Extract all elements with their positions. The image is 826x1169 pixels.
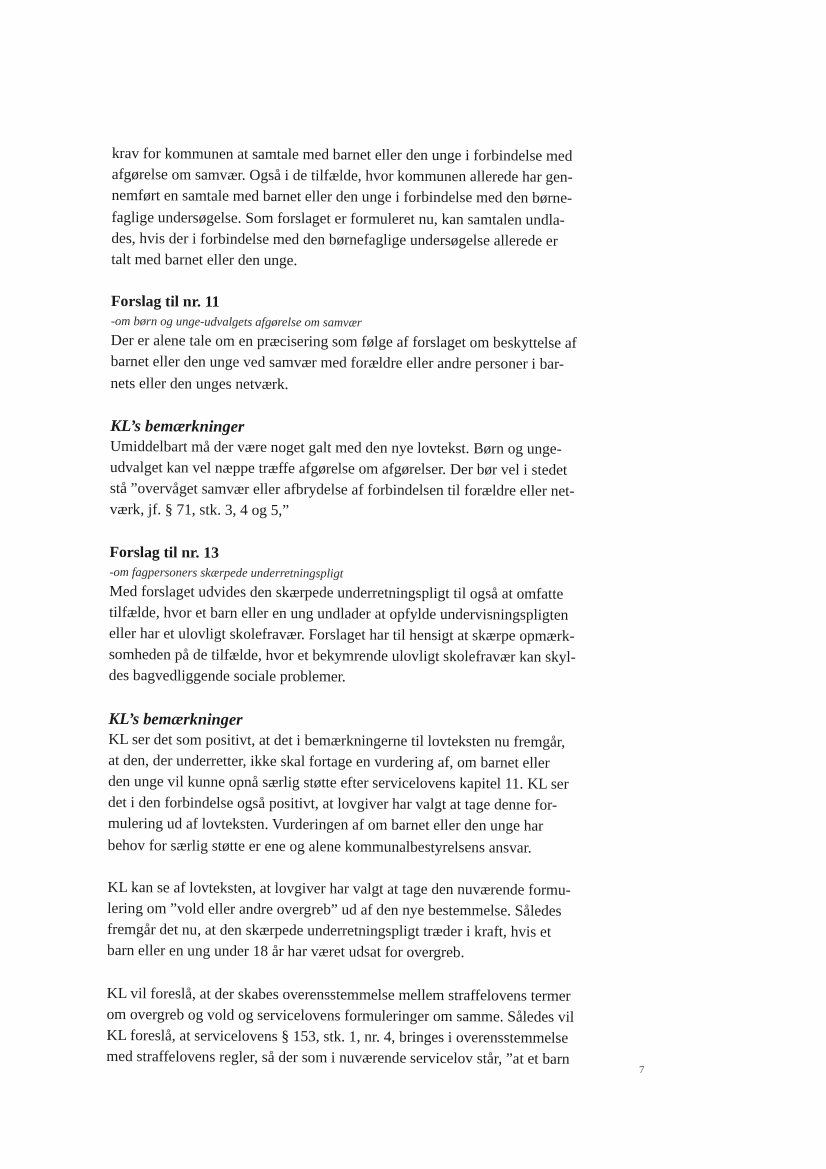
text-line: barn eller en ung under 18 år har været udsat for overgreb. [107,942,465,962]
kl-remarks-heading: KL’s bemærkninger [108,708,243,729]
spacer [110,394,610,418]
text-line: somheden på de tilfælde, hvor et bekymrende ulovligt skolefravær kan skyl- [108,646,576,667]
section-heading-13: Forslag til nr. 13 [109,543,220,562]
text-line: med straffelovens regler, så der som i nuværende servicelov står, ”at et barn [106,1048,570,1069]
text-line: eller har et ulovligt skolefravær. Forslaget har til hensigt at skærpe opmærk- [108,625,575,645]
section-subheading-11: -om børn og unge-udvalgets afgørelse om samvær [110,314,362,330]
text-line: faglige undersøgelse. Som forslaget er formuleret nu, kan samtalen undla- [111,208,565,229]
kl-remarks-paragraph [107,877,608,965]
spacer [111,270,611,294]
kl-remarks-heading: KL’s bemærkninger [110,415,245,436]
section-13-paragraph [109,581,610,690]
spacer [107,962,607,986]
text-line: Der er alene tale om en præcisering som følge af forslaget om beskyttelse af [110,332,577,353]
text-line: mulering ud af lovteksten. Vurderingen af om barnet eller den unge har [107,815,544,836]
document-body [106,143,612,1071]
text-line: des, hvis der i forbindelse med den børnefaglige undersøgelse allerede er [111,229,558,250]
text-line: behov for særlig støtte er ene og alene kommunalbestyrelsens ansvar. [107,836,532,857]
text-line: stå ”overvåget samvær eller afbrydelse af forbindelsen til forældre eller net- [109,480,575,501]
text-line: KL vil foreslå, at der skabes overensstemmelse mellem straffelovens termer [106,984,571,1005]
text-line: fremgår det nu, at den skærpede underretningspligt træder i kraft, hvis et [107,921,552,941]
text-line: KL kan se af lovteksten, at lovgiver har valgt at tage den nuværende formu- [107,878,571,899]
text-line: nets eller den unges netværk. [110,374,289,393]
text-line: udvalget kan vel næppe træffe afgørelse om afgørelser. Der bør vel i stedet [109,459,568,479]
text-line: lering om ”vold eller andre overgreb” ud af den nye bestemmelse. Således [107,900,562,920]
text-line: det i den forbindelse også positivt, at lovgiver har valgt at tage denne for- [107,794,558,814]
intro-paragraph [111,143,612,273]
spacer [110,521,610,545]
page-number: 7 [639,1064,645,1076]
text-line: tilfælde, hvor et barn eller en ung undlader at opfylde undervisningspligten [109,603,569,624]
text-line: krav for kommunen at samtale med barnet eller den unge i forbindelse med [111,144,573,165]
text-line: Med forslaget udvides den skærpede underretningspligt til også at omfatte [109,582,564,603]
kl-remarks-paragraph [108,729,609,859]
text-line: talt med barnet eller den unge. [111,251,298,270]
text-line: værk, jf. § 71, stk. 3, 4 og 5,” [109,501,290,520]
spacer [108,856,608,880]
kl-remarks-paragraph [110,436,611,524]
text-line: des bagvedliggende sociale problemer. [108,667,346,686]
text-line: Umiddelbart må der være noget galt med den nye lovtekst. Børn og unge- [110,437,562,458]
text-line: KL foreslå, at servicelovens § 153, stk. 1, nr. 4, bringes i overensstemmelse [106,1027,569,1047]
text-line: om overgreb og vold og servicelovens formuleringer om samme. Således vil [106,1005,575,1026]
kl-remarks-paragraph [106,983,607,1071]
text-line: at den, der underretter, ikke skal fortage en vurdering af, om barnet eller [108,751,550,772]
text-line: KL ser det som positivt, at det i bemærkningerne til lovteksten nu fremgår, [108,730,566,751]
section-heading-11: Forslag til nr. 11 [110,293,220,311]
section-subheading-13: -om fagpersoners skærpede underretningspligt [109,564,344,581]
text-line: afgørelse om samvær. Også i de tilfælde, hvor kommunen allerede har gen- [111,166,573,187]
text-line: nemført en samtale med barnet eller den unge i forbindelse med den børne- [111,187,573,208]
section-11-paragraph [110,330,610,397]
text-line: barnet eller den unge ved samvær med forældre eller andre personer i bar- [110,353,565,374]
text-line: den unge vil kunne opnå særlig støtte efter servicelovens kapitel 11. KL ser [108,773,569,793]
spacer [109,687,609,711]
